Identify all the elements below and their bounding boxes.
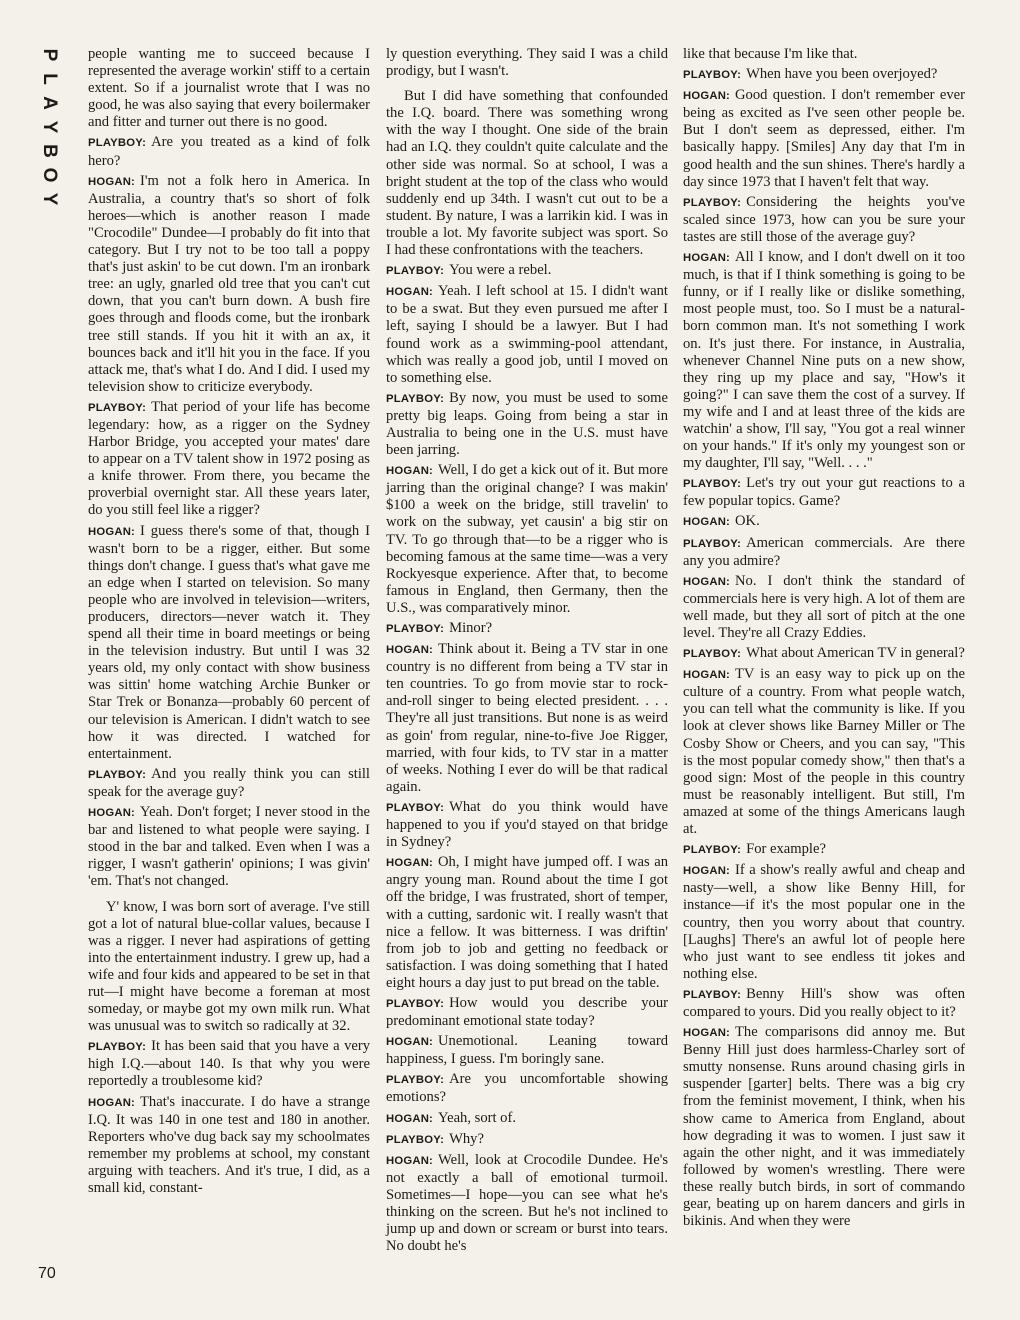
- speaker-label: HOGAN:: [386, 857, 434, 870]
- interview-paragraph: [683, 87, 965, 191]
- paragraph-text: By now, you must be used to some pretty big leaps. Going from being a star in Australia to being one in the U.S. must have been jarring.: [386, 389, 668, 459]
- interview-paragraph: [683, 46, 965, 63]
- interview-paragraph: [386, 283, 668, 387]
- paragraph-text: You were a rebel.: [449, 262, 552, 279]
- speaker-label: PLAYBOY:: [683, 648, 742, 661]
- speaker-label: HOGAN:: [683, 865, 731, 878]
- speaker-label: PLAYBOY:: [683, 537, 742, 550]
- masthead-letter: Y: [39, 120, 60, 134]
- speaker-label: PLAYBOY:: [386, 1133, 445, 1146]
- interview-paragraph: [386, 46, 668, 80]
- interview-paragraph: [683, 666, 965, 838]
- interview-paragraph: [88, 46, 370, 131]
- paragraph-text: That period of your life has become legendary: how, as a rigger on the Sydney Harbor Bridge, you accepted your mates' dare to appear on a TV talent show in 1972 posing as a knife thrower. From there, you became the proverbial overnight star. All these years later, do you still feel like a rigger?: [88, 398, 370, 519]
- speaker-label: HOGAN:: [683, 1027, 731, 1040]
- text-column-1: [88, 46, 370, 1286]
- paragraph-text: Why?: [449, 1130, 484, 1147]
- interview-paragraph: [386, 390, 668, 459]
- paragraph-text: But I did have something that confounded the I.Q. board. There was something wrong with the way I thought. One side of the brain had an I.Q. they couldn't quite calculate and the other side was normal. So at school, I was a bright student at the top of the class who would suddenly end up 34th. I wasn't cut out to be a student. By nature, I was a larrikin kid. I was in trouble a lot. My favorite subject was sport. So I had these confrontations with the teachers.: [386, 88, 668, 259]
- interview-paragraph: [88, 1038, 370, 1090]
- speaker-label: PLAYBOY:: [683, 69, 742, 82]
- paragraph-text: ly question everything. They said I was a child prodigy, but I wasn't.: [386, 46, 668, 80]
- interview-paragraph: [683, 841, 965, 859]
- interview-paragraph: [386, 995, 668, 1030]
- interview-paragraph: [683, 249, 965, 472]
- paragraph-text: Minor?: [449, 620, 493, 636]
- paragraph-text: like that because I'm like that.: [683, 46, 858, 62]
- interview-paragraph: [683, 862, 965, 983]
- speaker-label: HOGAN:: [386, 644, 434, 657]
- interview-paragraph: [386, 799, 668, 851]
- masthead-letter: A: [39, 96, 60, 110]
- speaker-label: PLAYBOY:: [683, 196, 742, 209]
- interview-paragraph: [683, 986, 965, 1021]
- masthead-letter: Y: [39, 192, 60, 206]
- interview-paragraph: [88, 1094, 370, 1198]
- speaker-label: PLAYBOY:: [386, 623, 445, 635]
- speaker-label: HOGAN:: [386, 286, 434, 299]
- masthead-letter: O: [39, 167, 60, 183]
- paragraph-text: The comparisons did annoy me. But Benny Hill just does harmless-Charley sort of smutty nonsense. Runs around chasing girls in suspender [garter] belts. There was a big cry from the feminist movement, I think, when his show came to America from England, about how degrading it was to women. I just saw it again the other night, and it was immediately followed by women's wrestling. There were these really butch birds, in sort of commando gear, beating up on harem dancers and girls in bikinis. And when they were: [683, 1024, 965, 1230]
- speaker-label: HOGAN:: [386, 1036, 434, 1049]
- interview-paragraph: [88, 523, 370, 763]
- paragraph-text: Considering the heights you've scaled since 1973, how can you be sure your tastes are still those of the average guy?: [683, 193, 965, 245]
- paragraph-text: If a show's really awful and cheap and nasty—well, a show like Benny Hill, for instance—if it's the most popular one in the country, then you worry about that country. [Laughs] There's an awful lot of people here who just want to see endless tit jokes and nothing else.: [683, 862, 965, 982]
- speaker-label: PLAYBOY:: [386, 1074, 445, 1087]
- paragraph-text: How would you describe your predominant emotional state today?: [386, 994, 668, 1030]
- paragraph-text: Well, I do get a kick out of it. But more jarring than the original change? I was makin' $100 a week on the bridge, still travelin' to work on the subway, yet causin' a big stir on TV. To go through that—to be a rigger who is becoming famous at the same time—was a very Rockyesque experience. After that, to become famous in England, then Germany, then the U.S., was comparatively minor.: [386, 462, 668, 616]
- paragraph-text: Let's try out your gut reactions to a few popular topics. Game?: [683, 475, 965, 510]
- paragraph-text: Think about it. Being a TV star in one country is no different from being a TV star in ten countries. To go from movie star to rock-and-roll singer to being elected president. . . . They're all just transitions. But none is as weird as goin' from regular, nine-to-five Joe Rigger, married, with four kids, to TV star in a matter of weeks. Nothing I ever do will be that radical again.: [386, 641, 668, 795]
- paragraph-text: Yeah. I left school at 15. I didn't want to be a swat. But they even pursued me after I left, saying I should be a lawyer. But I had found work as a swimming-pool attendant, which was really a good job, until I moved on to something else.: [386, 283, 668, 386]
- masthead-letter: L: [39, 73, 60, 85]
- interview-paragraph: [88, 134, 370, 169]
- text-column-3: [683, 46, 965, 1286]
- paragraph-text: What do you think would have happened to you if you'd stayed on that bridge in Sydney?: [386, 798, 668, 851]
- speaker-label: PLAYBOY:: [386, 997, 445, 1010]
- interview-paragraph: [386, 854, 668, 992]
- speaker-label: HOGAN:: [683, 90, 731, 103]
- interview-paragraph: [683, 573, 965, 642]
- paragraph-text: Y' know, I was born sort of average. I've still got a lot of natural blue-collar values, because I was a rigger. I never had aspirations of getting into the entertainment industry. I grew up, had a wife and four kids and appeared to be set in that rut—I might have become a foreman at most someday, or maybe got my own milk run. What was unusual was to switch so radically at 32.: [88, 898, 370, 1035]
- speaker-label: PLAYBOY:: [386, 265, 445, 278]
- paragraph-text: It has been said that you have a very high I.Q.—about 140. Is that why you were reportedly a troublesome kid?: [88, 1038, 370, 1090]
- speaker-label: PLAYBOY:: [683, 988, 742, 1001]
- interview-paragraph: [88, 899, 370, 1036]
- speaker-label: PLAYBOY:: [88, 768, 147, 781]
- interview-paragraph: [683, 1024, 965, 1230]
- speaker-label: HOGAN:: [683, 516, 731, 529]
- interview-paragraph: [683, 645, 965, 663]
- speaker-label: PLAYBOY:: [88, 401, 147, 414]
- speaker-label: HOGAN:: [386, 1112, 434, 1125]
- interview-paragraph: [386, 462, 668, 617]
- interview-paragraph: [386, 1071, 668, 1106]
- paragraph-text: What about American TV in general?: [746, 645, 965, 662]
- interview-paragraph: [386, 262, 668, 280]
- paragraph-text: people wanting me to succeed because I represented the average workin' stiff to a certain extent. So if a journalist wrote that I was no good, he was also saying that every boilermaker and fitter and turner out there is no good.: [88, 46, 370, 131]
- interview-paragraph: [88, 399, 370, 520]
- text-column-2: [386, 46, 668, 1286]
- interview-paragraph: [88, 766, 370, 801]
- paragraph-text: TV is an easy way to pick up on the culture of a country. From what people watch, you can tell what the community is like. If you look at clever shows like Barney Miller or The Cosby Show or Cheers, and you can say, "This is the most popular comedy show," then that's a good sign: Most of the people in this country must be reasonably intelligent. But still, I'm amazed at some of the things Americans laugh at.: [683, 666, 965, 838]
- paragraph-text: Yeah. Don't forget; I never stood in the bar and listened to what people were saying. I stood in the bar and talked. Even when I was a rigger, I wasn't gatherin' opinions; I was givin' 'em. That's not changed.: [88, 804, 370, 890]
- speaker-label: HOGAN:: [386, 1154, 434, 1167]
- paragraph-text: Benny Hill's show was often compared to yours. Did you really object to it?: [683, 985, 965, 1020]
- paragraph-text: I guess there's some of that, though I wasn't born to be a rigger, either. But some things don't change. I guess that's what gave me an edge when I started on television. So many people who are involved in television—writers, producers, directors—never watch it. They spend all their time in board meetings or being in the television industry. But until I was 32 years old, my only contact with show business was sittin' home watching Archie Bunker or Star Trek or Bonanza—probably 60 percent of our television is American. I didn't watch to see how it was directed. I watched for entertainment.: [88, 522, 370, 762]
- paragraph-text: I'm not a folk hero in America. In Australia, a country that's so short of folk heroes—which is another reason I made "Crocodile" Dundee—I probably do fit into that category. But I try not to be too tall a poppy that's just askin' to be cut down. I'm an ironbark tree: an ugly, gnarled old tree that you can't cut down, that you can't burn down. A bush fire goes through and floods come, but the ironbark tree still stands. If you hit it with an ax, it bounces back and it'll hit you in the face. If you attack me, that's what I do. And I did. I used my television show to criticize everybody.: [88, 172, 370, 395]
- speaker-label: HOGAN:: [683, 575, 731, 588]
- masthead-letter: B: [39, 144, 60, 158]
- interview-paragraph: [386, 1033, 668, 1068]
- paragraph-text: And you really think you can still speak for the average guy?: [88, 765, 370, 800]
- interview-paragraph: [683, 66, 965, 84]
- interview-paragraph: [386, 88, 668, 259]
- paragraph-text: All I know, and I don't dwell on it too much, is that if I think something is going to be funny, or if I really like or dislike something, most people must, too. So I must be a natural-born common man. It's not something I work on. It's just there. For instance, in Australia, whenever Channel Nine puts on a new show, they ring up my place and say, "How's it going?" I can save them the cost of a survey. If my wife and I and at least three of the kids are watchin' a show, I'll say, "You got a real winner on your hands." If it's only my youngest son or my daughter, I'll say, "Well. . . .": [683, 249, 965, 472]
- magazine-masthead: [24, 44, 74, 224]
- paragraph-text: That's inaccurate. I do have a strange I.Q. It was 140 in one test and 180 in another. Reporters who've dug back say my schoolmates remember my problems at school, my constant arguing with teachers. And it's true, I did, as a small kid, constant-: [88, 1093, 370, 1196]
- page-number: 70: [38, 1265, 56, 1282]
- speaker-label: PLAYBOY:: [386, 392, 445, 405]
- speaker-label: PLAYBOY:: [88, 1041, 147, 1054]
- paragraph-text: American commercials. Are there any you admire?: [683, 534, 965, 569]
- speaker-label: HOGAN:: [683, 252, 731, 265]
- interview-paragraph: [386, 1110, 668, 1128]
- speaker-label: PLAYBOY:: [88, 137, 147, 150]
- paragraph-text: OK.: [735, 513, 760, 530]
- interview-paragraph: [683, 194, 965, 246]
- paragraph-text: Good question. I don't remember ever being as excited as I've seen other people be. But I don't seem as depressed, either. I'm basically happy. [Smiles] Any day that I'm in good health and the sun shines. There's hardly a day since 1973 that I haven't felt that way.: [683, 87, 965, 190]
- speaker-label: HOGAN:: [88, 175, 136, 188]
- interview-paragraph: [386, 641, 668, 796]
- speaker-label: HOGAN:: [683, 669, 731, 682]
- speaker-label: HOGAN:: [88, 1096, 136, 1109]
- speaker-label: HOGAN:: [386, 465, 434, 478]
- paragraph-text: Yeah, sort of.: [438, 1109, 516, 1126]
- interview-paragraph: [386, 1152, 668, 1256]
- interview-paragraph: [88, 804, 370, 890]
- speaker-label: PLAYBOY:: [683, 844, 742, 857]
- interview-paragraph: [386, 1131, 668, 1149]
- interview-paragraph: [683, 513, 965, 531]
- interview-paragraph: [683, 475, 965, 510]
- speaker-label: PLAYBOY:: [386, 801, 445, 814]
- speaker-label: PLAYBOY:: [683, 478, 742, 491]
- paragraph-text: For example?: [746, 841, 826, 858]
- paragraph-text: Are you uncomfortable showing emotions?: [386, 1071, 668, 1106]
- interview-paragraph: [683, 535, 965, 570]
- paragraph-text: Are you treated as a kind of folk hero?: [88, 134, 370, 169]
- masthead-letter: P: [39, 48, 60, 62]
- paragraph-text: When have you been overjoyed?: [746, 66, 938, 83]
- interview-paragraph: [88, 173, 370, 396]
- interview-paragraph: [386, 620, 668, 638]
- speaker-label: HOGAN:: [88, 807, 136, 820]
- speaker-label: HOGAN:: [88, 525, 136, 538]
- paragraph-text: Well, look at Crocodile Dundee. He's not exactly a ball of emotional turmoil. Sometimes—I hope—you can see what he's thinking on the screen. But he's not inclined to jump up and down or scream or burst into tears. No doubt he's: [386, 1151, 668, 1255]
- paragraph-text: Unemotional. Leaning toward happiness, I guess. I'm boringly sane.: [386, 1033, 668, 1068]
- paragraph-text: Oh, I might have jumped off. I was an angry young man. Round about the time I got off the bridge, I was frustrated, short of temper, with a cutting, sardonic wit. I really wasn't that nice a fellow. It was bitterness. I was driftin' from job to job and getting no feedback or satisfaction. I was doing something that I hated eight hours a day just to put bread on the table.: [386, 854, 668, 991]
- paragraph-text: No. I don't think the standard of commercials here is very high. A lot of them are well made, but they all sort of pitch at the one level. They're all Crazy Eddies.: [683, 572, 965, 641]
